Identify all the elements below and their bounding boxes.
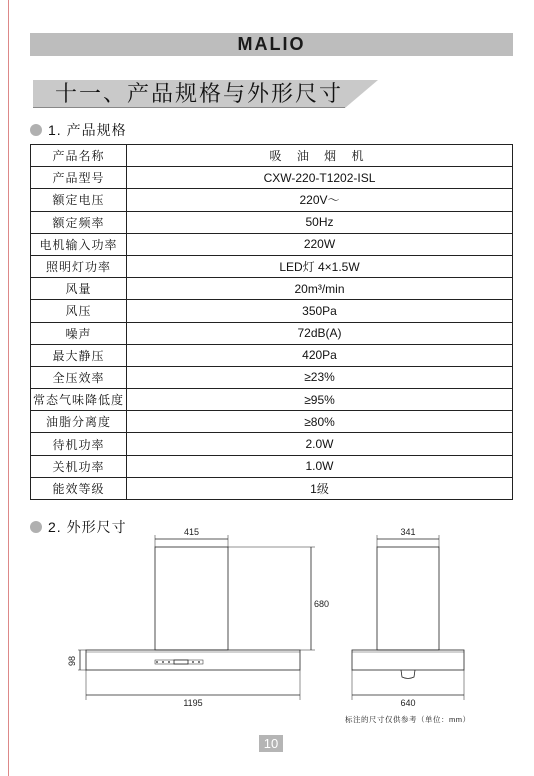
- spec-value: ≥80%: [127, 411, 513, 433]
- section-title: [33, 80, 378, 108]
- table-row: [31, 433, 513, 455]
- table-row: [31, 411, 513, 433]
- spec-label: 全压效率: [31, 366, 127, 388]
- front-view-drawing: [67, 527, 329, 708]
- dim-hood-depth: 640: [400, 698, 416, 708]
- spec-label: 额定电压: [31, 189, 127, 211]
- table-row: [31, 366, 513, 388]
- spec-value: 350Pa: [127, 300, 513, 322]
- table-row: [31, 145, 513, 167]
- spec-label: 油脂分离度: [31, 411, 127, 433]
- spec-label: 照明灯功率: [31, 255, 127, 277]
- subsection-specs-heading: [30, 120, 127, 140]
- dim-hood-height: 98: [67, 655, 77, 667]
- spec-value: 20m³/min: [127, 278, 513, 300]
- bullet-icon: [30, 521, 42, 533]
- spec-label: 能效等级: [31, 477, 127, 499]
- subsection-dimensions-label: 2. 外形尺寸: [48, 519, 127, 535]
- spec-label: 噪声: [31, 322, 127, 344]
- spec-label: 关机功率: [31, 455, 127, 477]
- dim-side-chimney-depth: 341: [400, 527, 416, 537]
- spec-value: 吸 油 烟 机: [127, 145, 513, 167]
- table-row: [31, 477, 513, 499]
- spec-label: 产品型号: [31, 167, 127, 189]
- dim-front-chimney-width: 415: [183, 527, 200, 537]
- spec-value: 1级: [127, 477, 513, 499]
- page-margin-rule: [8, 0, 9, 776]
- header-bar: [30, 33, 513, 56]
- table-row: [31, 389, 513, 411]
- spec-value: 2.0W: [127, 433, 513, 455]
- side-view-drawing: [352, 527, 464, 708]
- spec-value: 420Pa: [127, 344, 513, 366]
- spec-label: 常态气味降低度: [31, 389, 127, 411]
- dim-hood-width: 1195: [183, 698, 203, 708]
- spec-value: ≥23%: [127, 366, 513, 388]
- spec-label: 产品名称: [31, 145, 127, 167]
- table-row: [31, 211, 513, 233]
- table-row: [31, 167, 513, 189]
- bullet-icon: [30, 124, 42, 136]
- spec-value: ≥95%: [127, 389, 513, 411]
- spec-value: 1.0W: [127, 455, 513, 477]
- specs-table: [30, 144, 513, 500]
- spec-label: 额定频率: [31, 211, 127, 233]
- spec-label: 电机输入功率: [31, 233, 127, 255]
- spec-label: 风量: [31, 278, 127, 300]
- dimension-drawing: [60, 525, 510, 710]
- spec-value: 72dB(A): [127, 322, 513, 344]
- spec-value: 220V～: [127, 189, 513, 211]
- table-row: [31, 344, 513, 366]
- brand-logo: MALIO: [237, 34, 306, 54]
- dim-chimney-height: 680: [314, 599, 330, 609]
- spec-label: 待机功率: [31, 433, 127, 455]
- table-row: [31, 255, 513, 277]
- section-title-text: 十一、产品规格与外形尺寸: [55, 82, 344, 107]
- spec-value: 50Hz: [127, 211, 513, 233]
- dimension-note: 标注的尺寸仅供参考（单位：mm）: [345, 715, 471, 724]
- spec-value: CXW-220-T1202-ISL: [127, 167, 513, 189]
- page-number: 10: [259, 735, 283, 752]
- spec-label: 最大静压: [31, 344, 127, 366]
- spec-value: 220W: [127, 233, 513, 255]
- table-row: [31, 189, 513, 211]
- spec-value: LED灯 4×1.5W: [127, 255, 513, 277]
- table-row: [31, 233, 513, 255]
- table-row: [31, 455, 513, 477]
- table-row: [31, 278, 513, 300]
- table-row: [31, 322, 513, 344]
- subsection-specs-label: 1. 产品规格: [48, 122, 127, 138]
- spec-label: 风压: [31, 300, 127, 322]
- table-row: [31, 300, 513, 322]
